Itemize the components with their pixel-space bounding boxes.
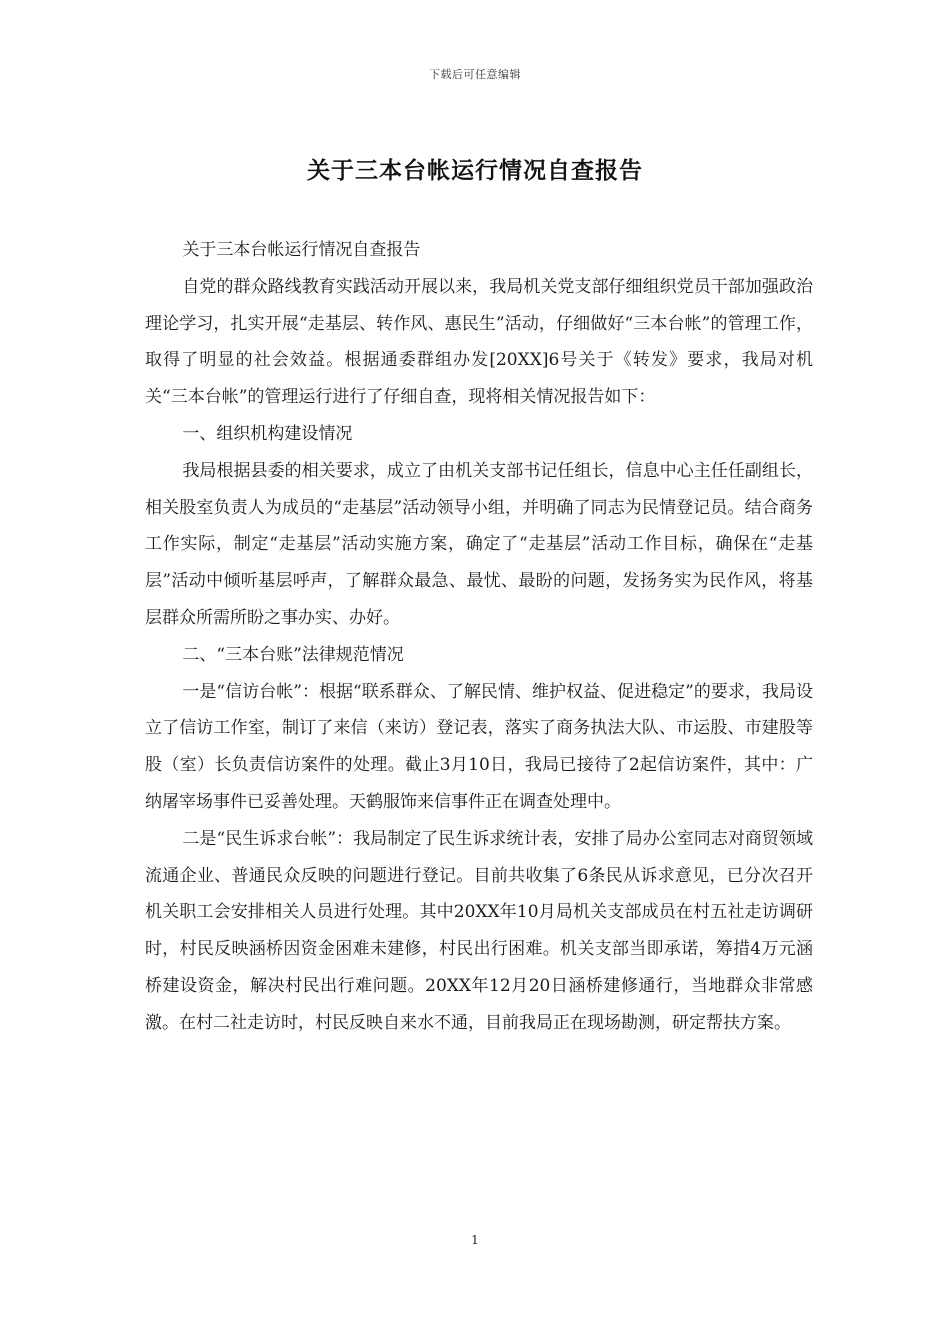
document-body xyxy=(145,232,813,1042)
body-paragraph-subtitle: 关于三本台帐运行情况自查报告 xyxy=(182,240,421,260)
section-heading-2: 二、“三本台账”法律规范情况 xyxy=(182,644,404,665)
body-paragraph-intro: 自党的群众路线教育实践活动开展以来，我局机关党支部仔细组织党员干部加强政治理论学习，扎实开展“走基层、转作风、惠民生”活动，仔细做好“三本台帐”的管理工作，取得了明显的社会效益。根据通委群组办发[20XX]6号关于《转发》要求，我局对机关“三本台帐”的管理运行进行了仔细自查，现将相关情况报告如下： xyxy=(145,276,813,408)
body-paragraph-petition-ledger: 一是“信访台帐”：根据“联系群众、了解民情、维护权益、促进稳定”的要求，我局设立了信访工作室，制订了来信（来访）登记表，落实了商务执法大队、市运股、市建股等股（室）长负责信访案件的处理。截止3月10日，我局已接待了2起信访案件，其中：广纳屠宰场事件已妥善处理。天鹤服饰来信事件正在调查处理中。 xyxy=(145,681,813,812)
body-paragraph-livelihood-ledger: 二是“民生诉求台帐”：我局制定了民生诉求统计表，安排了局办公室同志对商贸领域流通企业、普通民众反映的问题进行登记。目前共收集了6条民从诉求意见，已分次召开机关职工会安排相关人员进行处理。其中20XX年10月局机关支部成员在村五社走访调研时，村民反映涵桥因资金困难未建修，村民出行困难。机关支部当即承诺，筹措4万元涵桥建设资金，解决村民出行难问题。20XX年12月20日涵桥建修通行，当地群众非常感激。在村二社走访时，村民反映自来水不通，目前我局正在现场勘测，研定帮扶方案。 xyxy=(145,828,813,1033)
header-note: 下载后可任意编辑 xyxy=(429,68,521,81)
page-number: 1 xyxy=(471,1233,479,1247)
body-paragraph-organization: 我局根据县委的相关要求，成立了由机关支部书记任组长，信息中心主任任副组长，相关股室负责人为成员的“走基层”活动领导小组，并明确了同志为民情登记员。结合商务工作实际，制定“走基层”活动实施方案，确定了“走基层”活动工作目标，确保在“走基层”活动中倾听基层呼声，了解群众最急、最忧、最盼的问题，发扬务实为民作风，将基层群众所需所盼之事办实、办好。 xyxy=(145,460,813,628)
section-heading-1: 一、组织机构建设情况 xyxy=(182,423,353,444)
document-title: 关于三本台帐运行情况自查报告 xyxy=(307,158,643,184)
